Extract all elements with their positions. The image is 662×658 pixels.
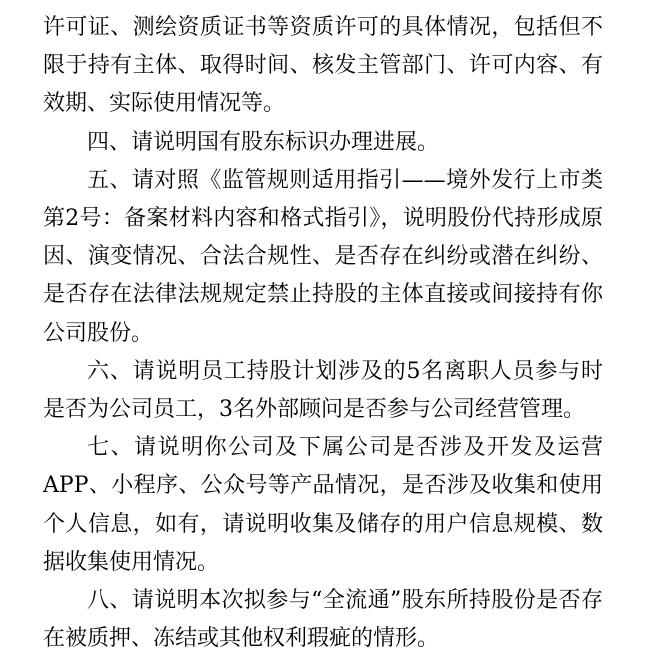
paragraph-item-6: 六、请说明员工持股计划涉及的5名离职人员参与时是否为公司员工，3名外部顾问是否参与公司经营管理。 xyxy=(43,358,603,423)
paragraph-item-7: 七、请说明你公司及下属公司是否涉及开发及运营APP、小程序、公众号等产品情况，是否涉及收集和使用个人信息，如有，请说明收集及储存的用户信息规模、数据收集使用情况。 xyxy=(43,435,603,575)
paragraph-item-8: 八、请说明本次拟参与“全流通”股东所持股份是否存在被质押、冻结或其他权利瑕疵的情形。 xyxy=(43,588,603,652)
paragraph-item-5: 五、请对照《监管规则适用指引——境外发行上市类第2号：备案材料内容和格式指引》，说明股份代持形成原因、演变情况、合法合规性、是否存在纠纷或潜在纠纷、是否存在法律法规规定禁止持股的主体直接或间接持有你公司股份。 xyxy=(43,167,603,346)
paragraph-license-details: 许可证、测绘资质证书等资质许可的具体情况，包括但不限于持有主体、取得时间、核发主管部门、许可内容、有效期、实际使用情况等。 xyxy=(43,15,603,117)
document-body xyxy=(43,9,603,658)
paragraph-item-4: 四、请说明国有股东标识办理进展。 xyxy=(87,129,440,155)
